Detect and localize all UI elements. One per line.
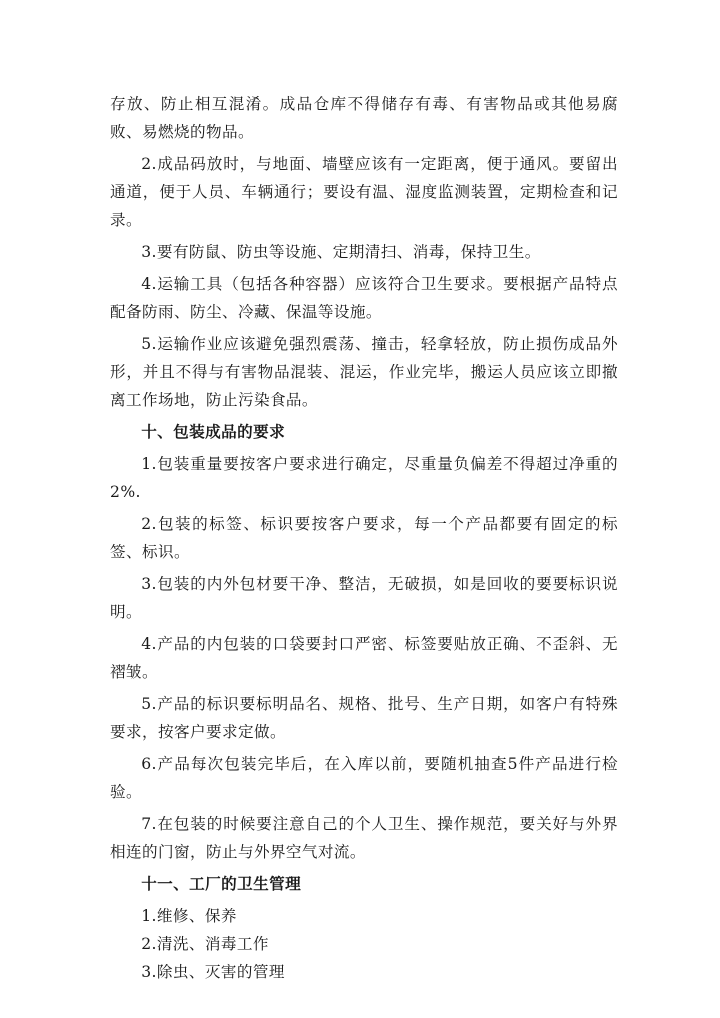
section-ten-heading: 十、包装成品的要求: [141, 422, 286, 441]
paragraph-package-label: 2.包装的标签、标识要按客户要求，每一个产品都要有固定的标签、标识。: [110, 515, 618, 561]
list-item: 2.清洗、消毒工作: [141, 935, 269, 953]
paragraph-personal-hygiene: 7.在包装的时候要注意自己的个人卫生、操作规范，要关好与外界相连的门窗，防止与外界空气对流。: [110, 815, 618, 861]
section-eleven-heading: 十一、工厂的卫生管理: [141, 874, 302, 893]
list-item: 3.除虫、灭害的管理: [141, 963, 285, 981]
paragraph-storage-continued: 存放、防止相互混淆。成品仓库不得储存有毒、有害物品或其他易腐败、易燃烧的物品。: [110, 95, 618, 141]
paragraph-package-material: 3.包装的内外包材要干净、整洁，无破损，如是回收的要要标识说明。: [110, 575, 618, 621]
paragraph-product-marking: 5.产品的标识要标明品名、规格、批号、生产日期，如客户有特殊要求，按客户要求定做。: [110, 695, 618, 741]
paragraph-transport-operation: 5.运输作业应该避免强烈震荡、撞击，轻拿轻放，防止损伤成品外形，并且不得与有害物品混装、混运，作业完毕，搬运人员应该立即撤离工作场地，防止污染食品。: [110, 335, 618, 409]
list-item: 1.维修、保养: [141, 907, 237, 925]
paragraph-stacking: 2.成品码放时，与地面、墙壁应该有一定距离，便于通风。要留出通道，便于人员、车辆通行；要设有温、湿度监测装置，定期检查和记录。: [110, 155, 618, 229]
paragraph-sampling-inspection: 6.产品每次包装完毕后，在入库以前，要随机抽查5件产品进行检验。: [110, 755, 618, 801]
document-page: [110, 90, 618, 986]
paragraph-package-weight: 1.包装重量要按客户要求进行确定，尽重量负偏差不得超过净重的2%.: [110, 455, 618, 501]
paragraph-transport-tools: 4.运输工具（包括各种容器）应该符合卫生要求。要根据产品特点配备防雨、防尘、冷藏、保温等设施。: [110, 275, 618, 321]
paragraph-inner-package: 4.产品的内包装的口袋要封口严密、标签要贴放正确、不歪斜、无褶皱。: [110, 635, 618, 681]
paragraph-pest-control: 3.要有防鼠、防虫等设施、定期清扫、消毒，保持卫生。: [141, 243, 541, 261]
